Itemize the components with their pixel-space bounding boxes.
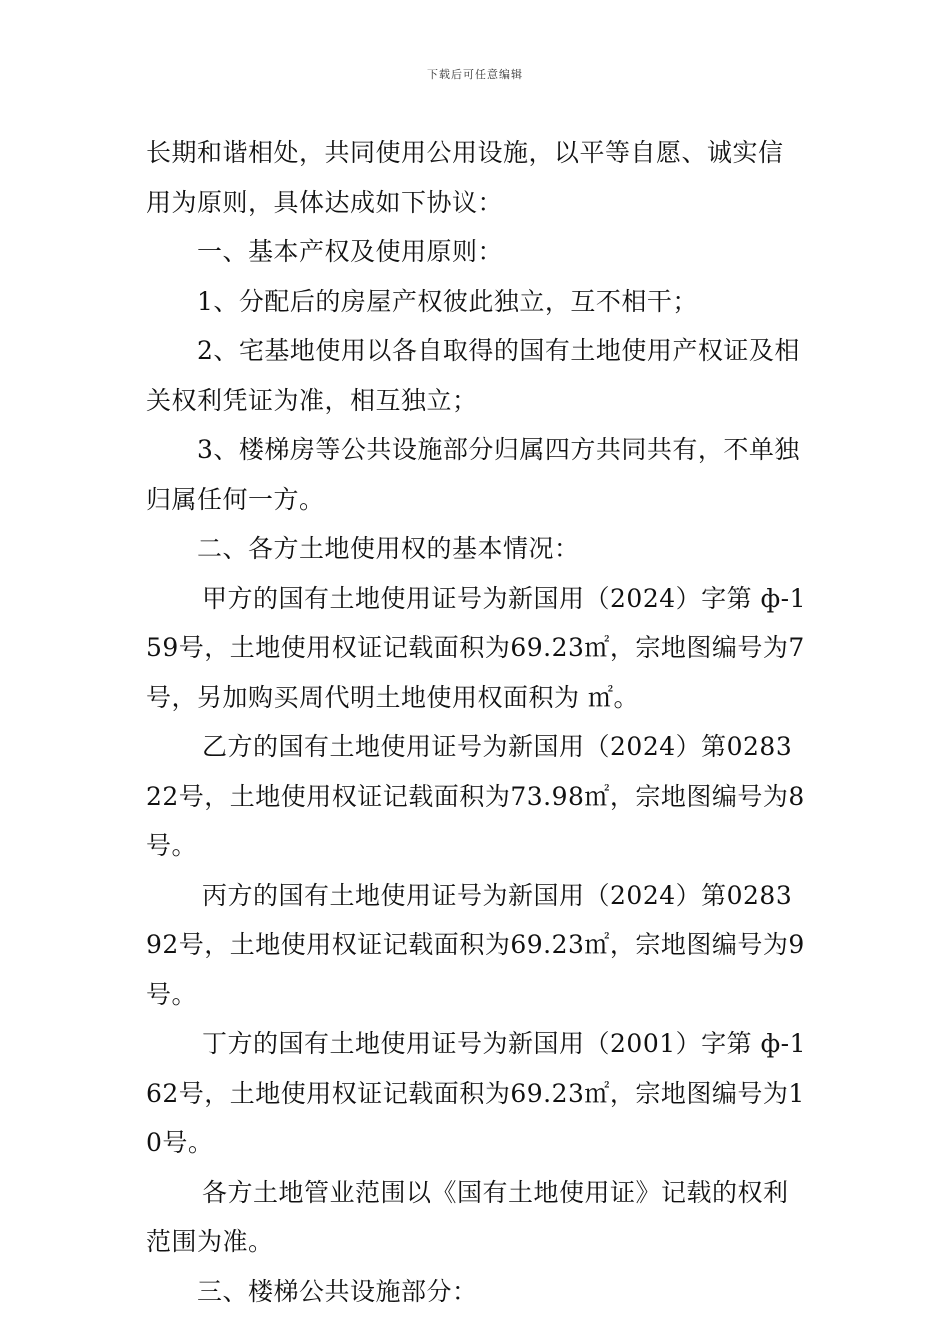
clause-1-3: 3、楼梯房等公共设施部分归属四方共同共有，不单独归属任何一方。 [146, 435, 800, 514]
party-a-land-info: 甲方的国有土地使用证号为新国用（2024）字第 ф-159号，土地使用权证记载面积为69.23㎡，宗地图编号为7号，另加购买周代明土地使用权面积为 ㎡。 [146, 583, 806, 712]
section-heading-1: 一、基本产权及使用原则： [197, 237, 504, 266]
section-heading-3: 三、楼梯公共设施部分： [197, 1276, 478, 1306]
page-header-note: 下载后可任意编辑 [427, 68, 523, 81]
party-d-land-info: 丁方的国有土地使用证号为新国用（2001）字第 ф-162号，土地使用权证记载面积为69.23㎡，宗地图编号为10号。 [146, 1029, 806, 1157]
clause-1-1: 1、分配后的房屋产权彼此独立，互不相干； [197, 286, 698, 316]
section-heading-2: 二、各方土地使用权的基本情况： [197, 534, 580, 563]
party-b-land-info: 乙方的国有土地使用证号为新国用（2024）第028322号，土地使用权证记载面积为73.98㎡，宗地图编号为8号。 [146, 732, 805, 860]
party-c-land-info: 丙方的国有土地使用证号为新国用（2024）第028392号，土地使用权证记载面积为69.23㎡，宗地图编号为9号。 [146, 880, 805, 1009]
paragraph-intro: 长期和谐相处，共同使用公用设施，以平等自愿、诚实信用为原则，具体达成如下协议： [146, 138, 784, 217]
document-body [146, 128, 808, 1316]
clause-1-2: 2、宅基地使用以各自取得的国有土地使用产权证及相关权利凭证为准，相互独立； [146, 336, 800, 415]
land-scope-note: 各方土地管业范围以《国有土地使用证》记载的权利范围为准。 [146, 1177, 789, 1256]
